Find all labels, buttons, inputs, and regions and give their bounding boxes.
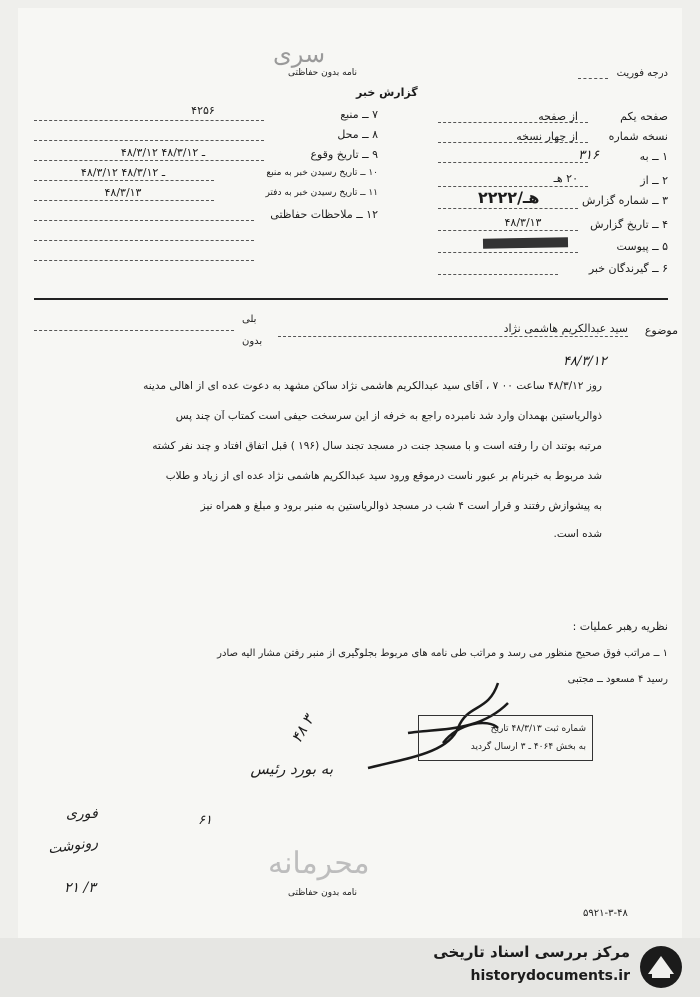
field-label: ۷ ــ منبع xyxy=(340,108,378,121)
field-line xyxy=(34,160,264,161)
watermark-confidential: محرمانه xyxy=(268,846,370,881)
field-line xyxy=(438,142,588,143)
field-line xyxy=(34,260,254,261)
subject-label: موضوع xyxy=(644,324,678,337)
side-mark-top: بلی xyxy=(242,314,257,325)
handwritten-note: رونوشت xyxy=(47,834,100,858)
redacted-mark xyxy=(483,237,568,248)
document-page xyxy=(18,8,682,938)
field-value: ۲۰ هـ xyxy=(553,172,578,185)
subject-line xyxy=(278,336,628,337)
field-line xyxy=(438,274,558,275)
field-line xyxy=(438,252,578,253)
field-label: ۹ ــ تاریخ وقوع xyxy=(310,148,378,161)
classification-bottom: نامه بدون حفاظتی xyxy=(288,888,358,898)
field-label: ۵ ــ پیوست xyxy=(616,240,668,253)
subject-value: سید عبدالکریم هاشمی نژاد xyxy=(503,322,628,335)
report-title: گزارش خبر xyxy=(356,86,418,99)
handwritten-note: ۴۸ ۳ xyxy=(287,711,318,747)
field-label: ۳ ــ شماره گزارش xyxy=(582,194,668,207)
field-value: ۴۸/۳/۱۲ ـ ۴۸/۳/۱۲ xyxy=(80,166,166,179)
field-line xyxy=(34,220,254,221)
field-label: ۲ ــ از xyxy=(640,174,668,187)
classification-top: سری xyxy=(273,40,326,68)
field-line xyxy=(34,140,264,141)
field-label: ۴ ــ تاریخ گزارش xyxy=(590,218,668,231)
registration-stamp xyxy=(418,715,593,761)
handwritten-note: ۲۱ /۳ xyxy=(64,880,96,896)
field-line xyxy=(34,240,254,241)
body-date: ۴۸/۳/۱۲ xyxy=(563,354,607,369)
logo-icon xyxy=(638,944,684,990)
divider xyxy=(34,298,668,300)
field-label: ۸ ــ محل xyxy=(337,128,378,141)
field-value: از چهار نسخه xyxy=(516,130,578,143)
body-line: ذوالریاستین بهمدان وارد شد نامبرده راجع به خرفه از این سرسخت حیفی است کمتاب آن چند پس xyxy=(175,410,602,422)
body-line: شد مربوط به خبرنام بر عبور ناست درموقع ورود سید عبدالکریم هاشمی نژاد عده ای از زیاد و طلاب xyxy=(165,470,602,482)
field-value: ۴۲۵۶ xyxy=(191,104,215,117)
field-line xyxy=(438,122,588,123)
field-label: ۱۰ ــ تاریخ رسیدن خبر به منبع xyxy=(266,168,378,178)
field-line xyxy=(438,230,578,231)
field-line xyxy=(438,208,578,209)
field-value: ۲۲۲۲/هـ xyxy=(478,188,540,207)
footer-bar xyxy=(0,938,700,997)
stamp-line: به بخش ۴۰۶۴ ـ ۳ ارسال گردید xyxy=(470,742,586,752)
handwritten-note: ۶۱ xyxy=(198,813,212,828)
field-label: ۶ ــ گیرندگان خبر xyxy=(588,262,668,275)
field-line xyxy=(34,180,214,181)
priority-line xyxy=(578,78,608,79)
body-line: مرتبه بوتند ان را رفته است و با مسجد جنت در مسجد تجند سال (۱۹۶ ) قبل اتفاق افتاد و چند نفر کشته xyxy=(152,440,602,452)
comment-sign: رسید ۴ مسعود ــ مجتبی xyxy=(567,674,668,685)
body-line: شده است. xyxy=(553,528,602,540)
handwritten-note: فوری xyxy=(66,806,98,822)
field-value: ۴۸/۳/۱۳ xyxy=(504,216,542,229)
field-value: ۴۸/۳/۱۳ xyxy=(104,186,142,199)
field-label: ۱۲ ــ ملاحظات حفاظتی xyxy=(270,208,378,221)
field-line xyxy=(438,186,588,187)
comment-title: نظریه رهبر عملیات : xyxy=(572,620,668,633)
field-label: ۱ ــ به xyxy=(639,150,668,163)
classification-sub: نامه بدون حفاظتی xyxy=(288,68,358,78)
handwritten-note: به بورد رئیس xyxy=(250,760,333,778)
body-line: روز ۴۸/۳/۱۲ ساعت ۰۰ ۷ ، آقای سید عبدالکریم هاشمی نژاد ساکن مشهد به دعوت عده ای از اهالی مدینه xyxy=(143,380,602,392)
field-value: ۳۱۶ xyxy=(578,148,599,163)
field-label: صفحه یکم xyxy=(620,110,668,123)
org-name: مرکز بررسی اسناد تاریخی xyxy=(433,943,630,961)
field-label: نسخه شماره xyxy=(608,130,668,143)
side-mark-bottom: بدون xyxy=(242,336,263,347)
archive-number: ۵۹۲۱-۳-۴۸ xyxy=(583,908,628,919)
stamp-line: شماره ثبت ۴۸/۳/۱۳ تاریخ xyxy=(490,724,586,734)
field-line xyxy=(34,120,264,121)
priority-label: درجه فوریت xyxy=(616,68,668,79)
field-value: ۴۸/۳/۱۲ ـ ۴۸/۳/۱۲ xyxy=(120,146,206,159)
website: historydocuments.ir xyxy=(470,968,630,984)
field-line xyxy=(34,200,214,201)
subject-left-line xyxy=(34,330,234,331)
body-line: به پیشوازش رفتند و قرار است ۴ شب در مسجد ذوالریاستین به منبر برود و مبلغ و همراه نیز xyxy=(200,500,602,512)
comment-line: ۱ ــ مراتب فوق صحیح منظور می رسد و مراتب طی نامه های مربوط بجلوگیری از منبر رفتن مشار الیه صادر xyxy=(217,648,668,659)
field-value: از صفحه xyxy=(538,110,578,123)
field-line xyxy=(438,162,588,163)
field-label: ۱۱ ــ تاریخ رسیدن خبر به دفتر xyxy=(265,188,378,198)
